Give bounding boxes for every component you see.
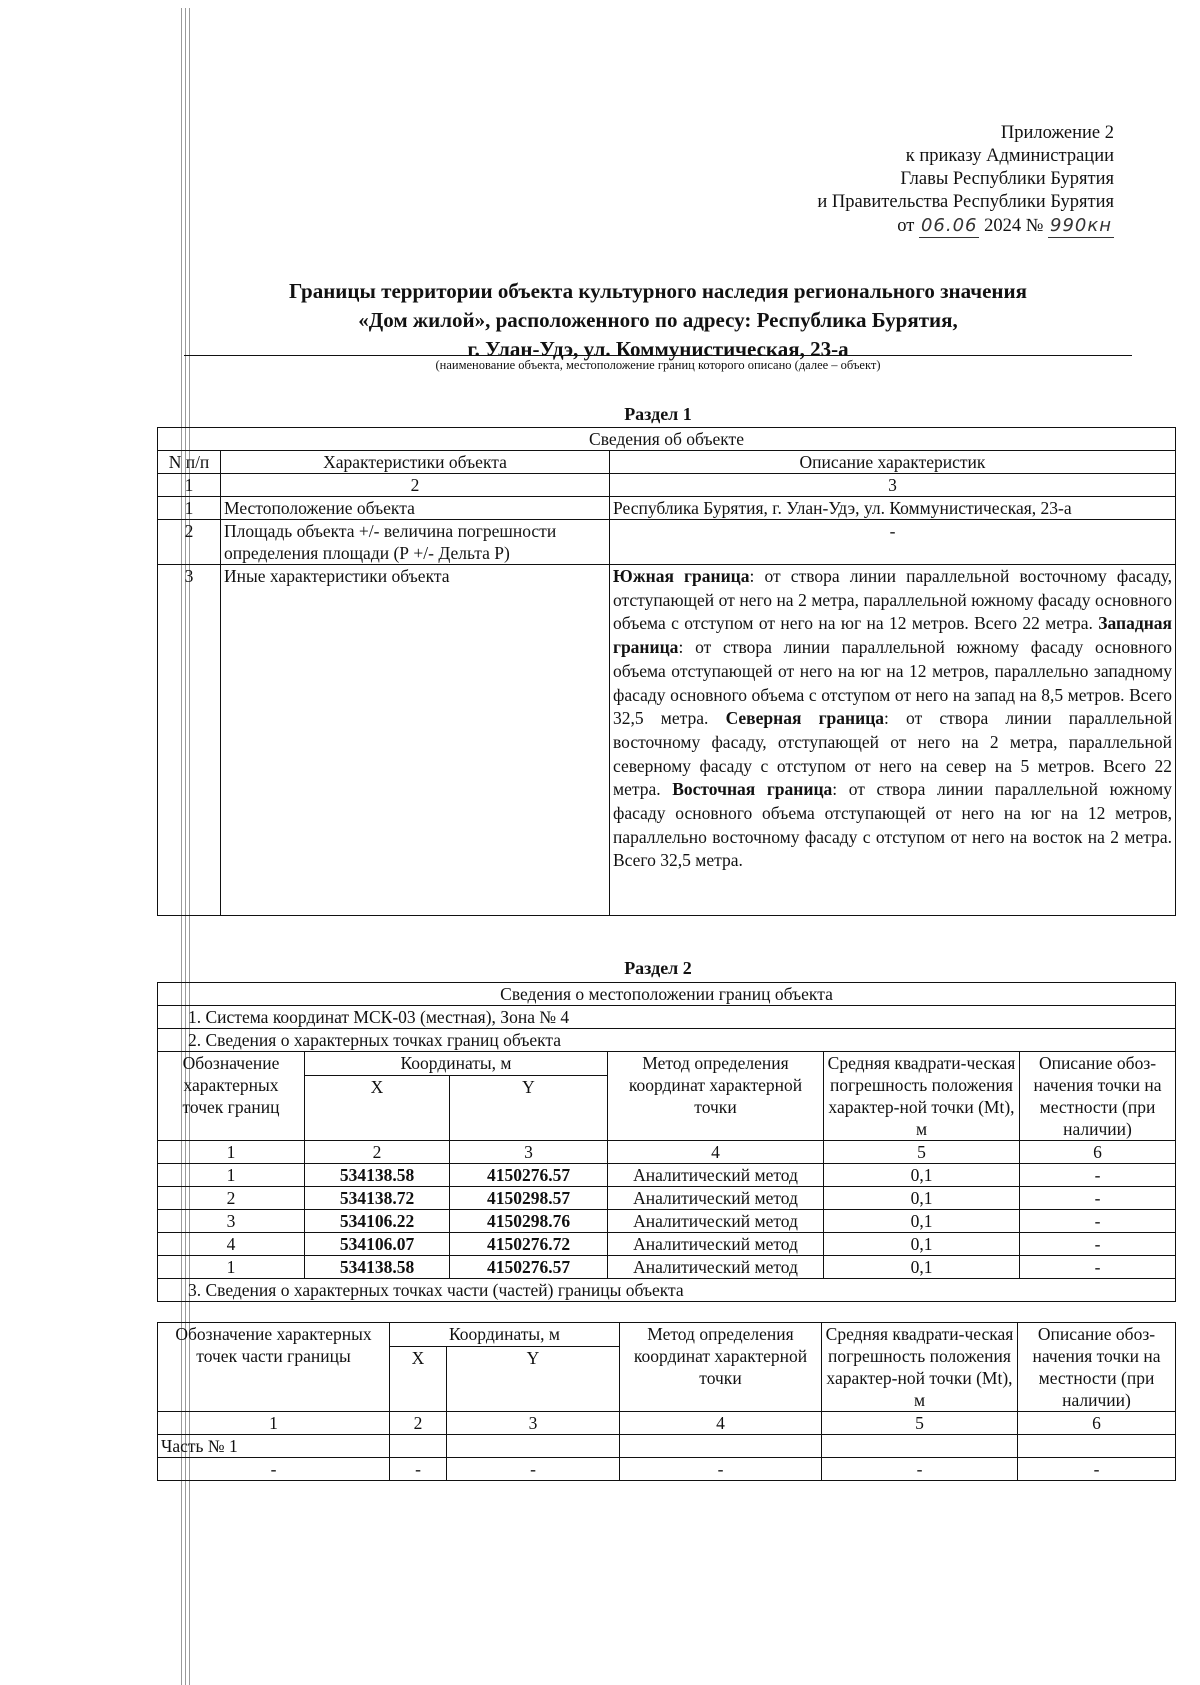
- west-text: : от створа линии параллельной южному фасаду основного объема отступающей от него на юг на 12 метров, параллельно западному фасаду основного объема с отступом от него на запад на 8,5 метров. Всего 32,5 метра.: [613, 637, 1172, 729]
- num-cell: 4: [620, 1412, 822, 1435]
- approval-line: Приложение 2: [1000, 123, 1114, 143]
- south-text: : от створа линии параллельной восточному фасаду, отступающей от него на 2 метра, параллельной южному фасаду основного объема с отступом от него на юг на 12 метров. Всего 22 метра.: [613, 566, 1172, 634]
- num-cell: 1: [158, 1141, 305, 1164]
- empty-cell: [620, 1435, 822, 1458]
- desc-cell: -: [1020, 1256, 1176, 1279]
- num-cell: 5: [822, 1412, 1018, 1435]
- desc-cell: -: [1020, 1187, 1176, 1210]
- header-num: 2: [221, 474, 610, 497]
- table-row: [158, 1256, 1176, 1279]
- empty-cell: [447, 1435, 620, 1458]
- error-cell: 0,1: [824, 1187, 1020, 1210]
- parts-caption: 3. Сведения о характерных точках части (частей) границы объекта: [158, 1279, 1176, 1302]
- x-cell: 534138.58: [305, 1256, 450, 1279]
- table-row: [158, 1187, 1176, 1210]
- north-label: Северная граница: [725, 708, 885, 729]
- num-cell: 2: [390, 1412, 447, 1435]
- x-cell: 534138.58: [305, 1164, 450, 1187]
- y-cell: 4150298.76: [450, 1210, 608, 1233]
- section2-caption: Сведения о местоположении границ объекта: [158, 983, 1176, 1006]
- north-text: : от створа линии параллельной восточному фасаду, отступающей от него на 2 метра, параллельной северному фасаду с отступом от него на север на 5 метров. Всего 22 метра.: [613, 708, 1172, 800]
- method-cell: Аналитический метод: [608, 1210, 824, 1233]
- east-label: Восточная граница: [672, 779, 833, 800]
- title-note: (наименование объекта, местоположение границ которого описано (далее – объект): [435, 358, 881, 372]
- method-cell: Аналитический метод: [608, 1164, 824, 1187]
- header-cell: Описание характеристик: [610, 451, 1176, 474]
- num-cell: 5: [824, 1141, 1020, 1164]
- title-line: г. Улан-Удэ, ул. Коммунистическая, 23-а: [467, 337, 849, 361]
- point-cell: 1: [158, 1164, 305, 1187]
- num-cell: 1: [158, 1412, 390, 1435]
- west-label: Западная граница: [613, 613, 1172, 658]
- header-num: 3: [610, 474, 1176, 497]
- table-row: [158, 1233, 1176, 1256]
- y-cell: 4150276.57: [450, 1256, 608, 1279]
- row-name: Иные характеристики объекта: [221, 565, 610, 916]
- table-row: [158, 1458, 1176, 1481]
- header-point: Обозначение характерных точек границ: [158, 1052, 305, 1141]
- method-cell: Аналитический метод: [608, 1187, 824, 1210]
- point-cell: 1: [158, 1256, 305, 1279]
- coord-system: 1. Система координат МСК-03 (местная), Зона № 4: [158, 1006, 1176, 1029]
- method-cell: Аналитический метод: [608, 1233, 824, 1256]
- method-cell: Аналитический метод: [608, 1256, 824, 1279]
- row-number: 1: [158, 497, 221, 520]
- part-label: Часть № 1: [158, 1435, 390, 1458]
- part-cell: -: [620, 1458, 822, 1481]
- section2-parts-table: [157, 1322, 1176, 1481]
- num-cell: 2: [305, 1141, 450, 1164]
- desc-cell: -: [1020, 1210, 1176, 1233]
- header-method: Метод определения координат характерной точки: [608, 1052, 824, 1141]
- parts-header-desc: Описание обоз-начения точки на местности (при наличии): [1018, 1323, 1176, 1412]
- handwritten-date: 06.06: [920, 215, 978, 236]
- row-number: 3: [158, 565, 221, 916]
- part-cell: -: [1018, 1458, 1176, 1481]
- part-cell: -: [158, 1458, 390, 1481]
- part-cell: -: [822, 1458, 1018, 1481]
- title-rule: [184, 355, 1132, 356]
- row-name: Площадь объекта +/- величина погрешности определения площади (Р +/- Дельта Р): [221, 520, 610, 565]
- parts-header-coords: Координаты, м: [390, 1323, 620, 1347]
- section2-points-table: [157, 982, 1176, 1302]
- handwritten-number: 990кн: [1050, 215, 1112, 236]
- approval-date-line: [897, 214, 1114, 238]
- num-cell: 3: [447, 1412, 620, 1435]
- table-row: [158, 1210, 1176, 1233]
- title-line: Границы территории объекта культурного наследия регионального значения: [288, 279, 1027, 303]
- approval-block: [817, 122, 1114, 238]
- row-value: Республика Бурятия, г. Улан-Удэ, ул. Коммунистическая, 23-а: [610, 497, 1176, 520]
- date-prefix: от: [897, 216, 915, 236]
- row-value: -: [610, 520, 1176, 565]
- section1-title: Раздел 1: [624, 404, 692, 424]
- table-row: [158, 1164, 1176, 1187]
- y-cell: 4150276.57: [450, 1164, 608, 1187]
- empty-cell: [822, 1435, 1018, 1458]
- parts-header-point: Обозначение характерных точек части границы: [158, 1323, 390, 1412]
- header-x: X: [305, 1076, 450, 1141]
- empty-cell: [390, 1435, 447, 1458]
- desc-cell: -: [1020, 1164, 1176, 1187]
- title-line: «Дом жилой», расположенного по адресу: Республика Бурятия,: [358, 308, 958, 332]
- parts-header-x: X: [390, 1347, 447, 1412]
- points-caption: 2. Сведения о характерных точках границ объекта: [158, 1029, 1176, 1052]
- approval-line: и Правительства Республики Бурятия: [817, 192, 1114, 212]
- error-cell: 0,1: [824, 1164, 1020, 1187]
- section1-caption: Сведения об объекте: [158, 428, 1176, 451]
- num-cell: 6: [1018, 1412, 1176, 1435]
- section2-title: Раздел 2: [624, 958, 692, 978]
- empty-cell: [1018, 1435, 1176, 1458]
- y-cell: 4150276.72: [450, 1233, 608, 1256]
- approval-line: к приказу Администрации: [905, 146, 1114, 166]
- parts-header-error: Средняя квадрати-ческая погрешность положения характер-ной точки (Mt), м: [822, 1323, 1018, 1412]
- section1-table: [157, 427, 1176, 916]
- header-cell: Характеристики объекта: [221, 451, 610, 474]
- desc-cell: -: [1020, 1233, 1176, 1256]
- other-characteristics: [610, 565, 1176, 916]
- document-title: [184, 277, 1132, 364]
- num-cell: 4: [608, 1141, 824, 1164]
- point-cell: 2: [158, 1187, 305, 1210]
- error-cell: 0,1: [824, 1233, 1020, 1256]
- parts-header-y: Y: [447, 1347, 620, 1412]
- row-number: 2: [158, 520, 221, 565]
- part-cell: -: [390, 1458, 447, 1481]
- error-cell: 0,1: [824, 1210, 1020, 1233]
- error-cell: 0,1: [824, 1256, 1020, 1279]
- x-cell: 534138.72: [305, 1187, 450, 1210]
- header-desc: Описание обоз-начения точки на местности (при наличии): [1020, 1052, 1176, 1141]
- year: 2024 №: [984, 216, 1044, 236]
- header-num: 1: [158, 474, 221, 497]
- point-cell: 3: [158, 1210, 305, 1233]
- x-cell: 534106.07: [305, 1233, 450, 1256]
- header-coords: Координаты, м: [305, 1052, 608, 1076]
- header-error: Средняя квадрати-ческая погрешность положения характер-ной точки (Mt), м: [824, 1052, 1020, 1141]
- approval-line: Главы Республики Бурятия: [900, 169, 1114, 189]
- point-cell: 4: [158, 1233, 305, 1256]
- num-cell: 6: [1020, 1141, 1176, 1164]
- num-cell: 3: [450, 1141, 608, 1164]
- row-name: Местоположение объекта: [221, 497, 610, 520]
- parts-header-method: Метод определения координат характерной точки: [620, 1323, 822, 1412]
- x-cell: 534106.22: [305, 1210, 450, 1233]
- part-cell: -: [447, 1458, 620, 1481]
- y-cell: 4150298.57: [450, 1187, 608, 1210]
- header-cell: N п/п: [158, 451, 221, 474]
- east-text: : от створа линии параллельной южному фасаду основного объема отступающей от него на юг на 12 метров, параллельно восточному фасаду с отступом от него на восток на 2 метра. Всего 32,5 метра.: [613, 779, 1172, 871]
- south-label: Южная граница: [613, 566, 750, 586]
- header-y: Y: [450, 1076, 608, 1141]
